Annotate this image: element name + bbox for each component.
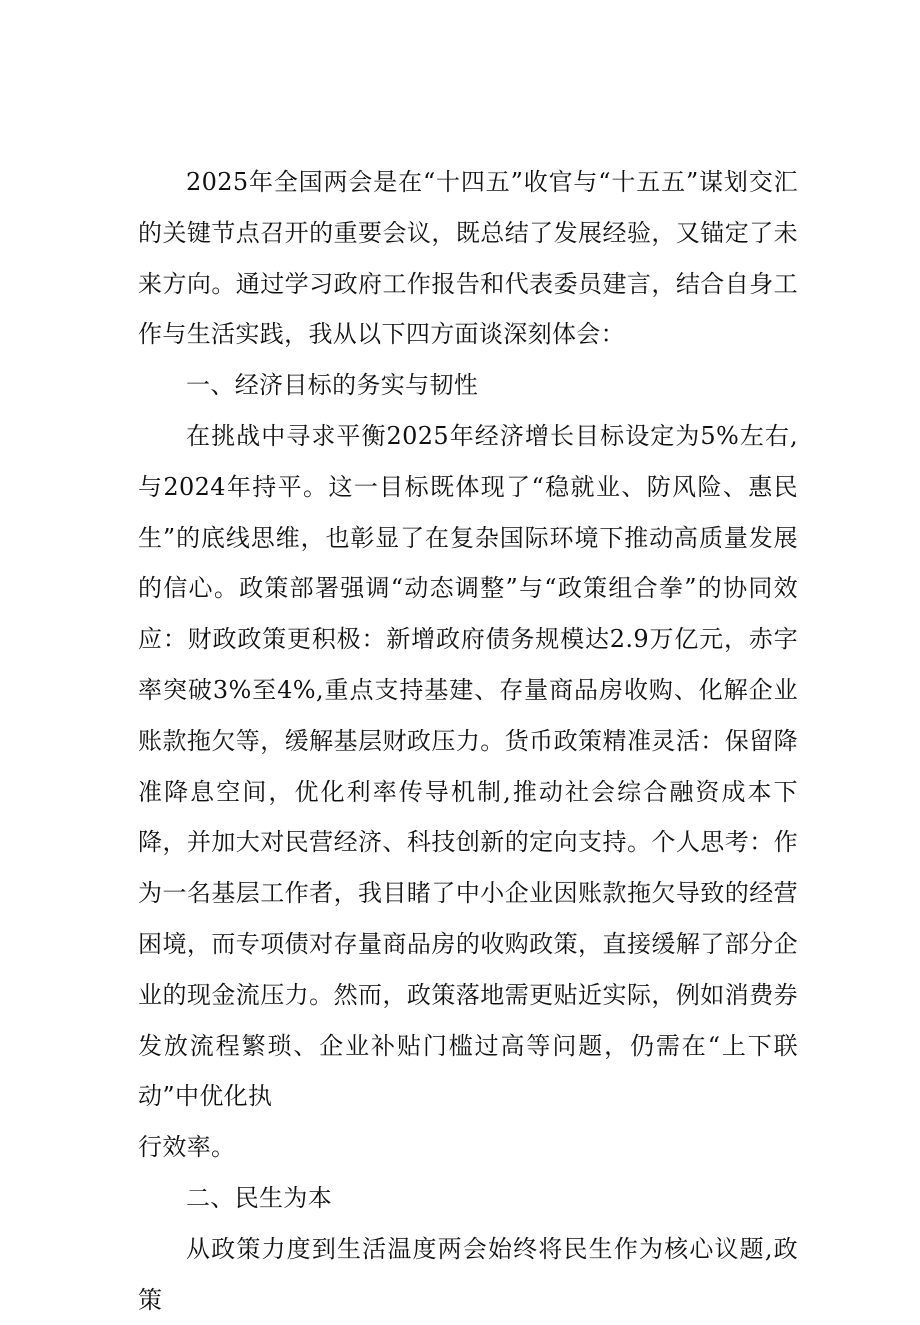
section2-paragraph: 从政策力度到生活温度两会始终将民生作为核心议题,政策 xyxy=(138,1234,798,1314)
section1-paragraph: 在挑战中寻求平衡2025年经济增长目标设定为5%左右,与2024年持平。这一目标既体现了“稳就业、防风险、惠民生”的底线思维，也彰显了在复杂国际环境下推动高质量发展的信心。政策部署强调“动态调整”与“政策组合拳”的协同效应：财政政策更积极：新增政府债务规模达2.9万亿元，赤字率突破3%至4%,重点支持基建、存量商品房收购、化解企业账款拖欠等，缓解基层财政压力。货币政策精准灵活：保留降准降息空间，优化利率传导机制,推动社会综合融资成本下降，并加大对民营经济、科技创新的定向支持。个人思考：作为一名基层工作者，我目睹了中小企业因账款拖欠导致的经营困境，而专项债对存量商品房的收购政策，直接缓解了部分企业的现金流压力。然而，政策落地需更贴近实际，例如消费券发放流程繁琐、企业补贴门槛过高等问题，仍需在“上下联动”中优化执 xyxy=(138,421,798,1111)
section2-heading: 二、民生为本 xyxy=(186,1183,333,1212)
section1-paragraph-tail: 行效率。 xyxy=(138,1133,236,1162)
document-body xyxy=(138,157,798,1325)
section1-heading: 一、经济目标的务实与韧性 xyxy=(186,371,479,400)
intro-paragraph: 2025年全国两会是在“十四五”收官与“十五五”谋划交汇的关键节点召开的重要会议，既总结了发展经验，又锚定了未来方向。通过学习政府工作报告和代表委员建言，结合自身工作与生活实践，我从以下四方面谈深刻体会： xyxy=(138,168,798,349)
